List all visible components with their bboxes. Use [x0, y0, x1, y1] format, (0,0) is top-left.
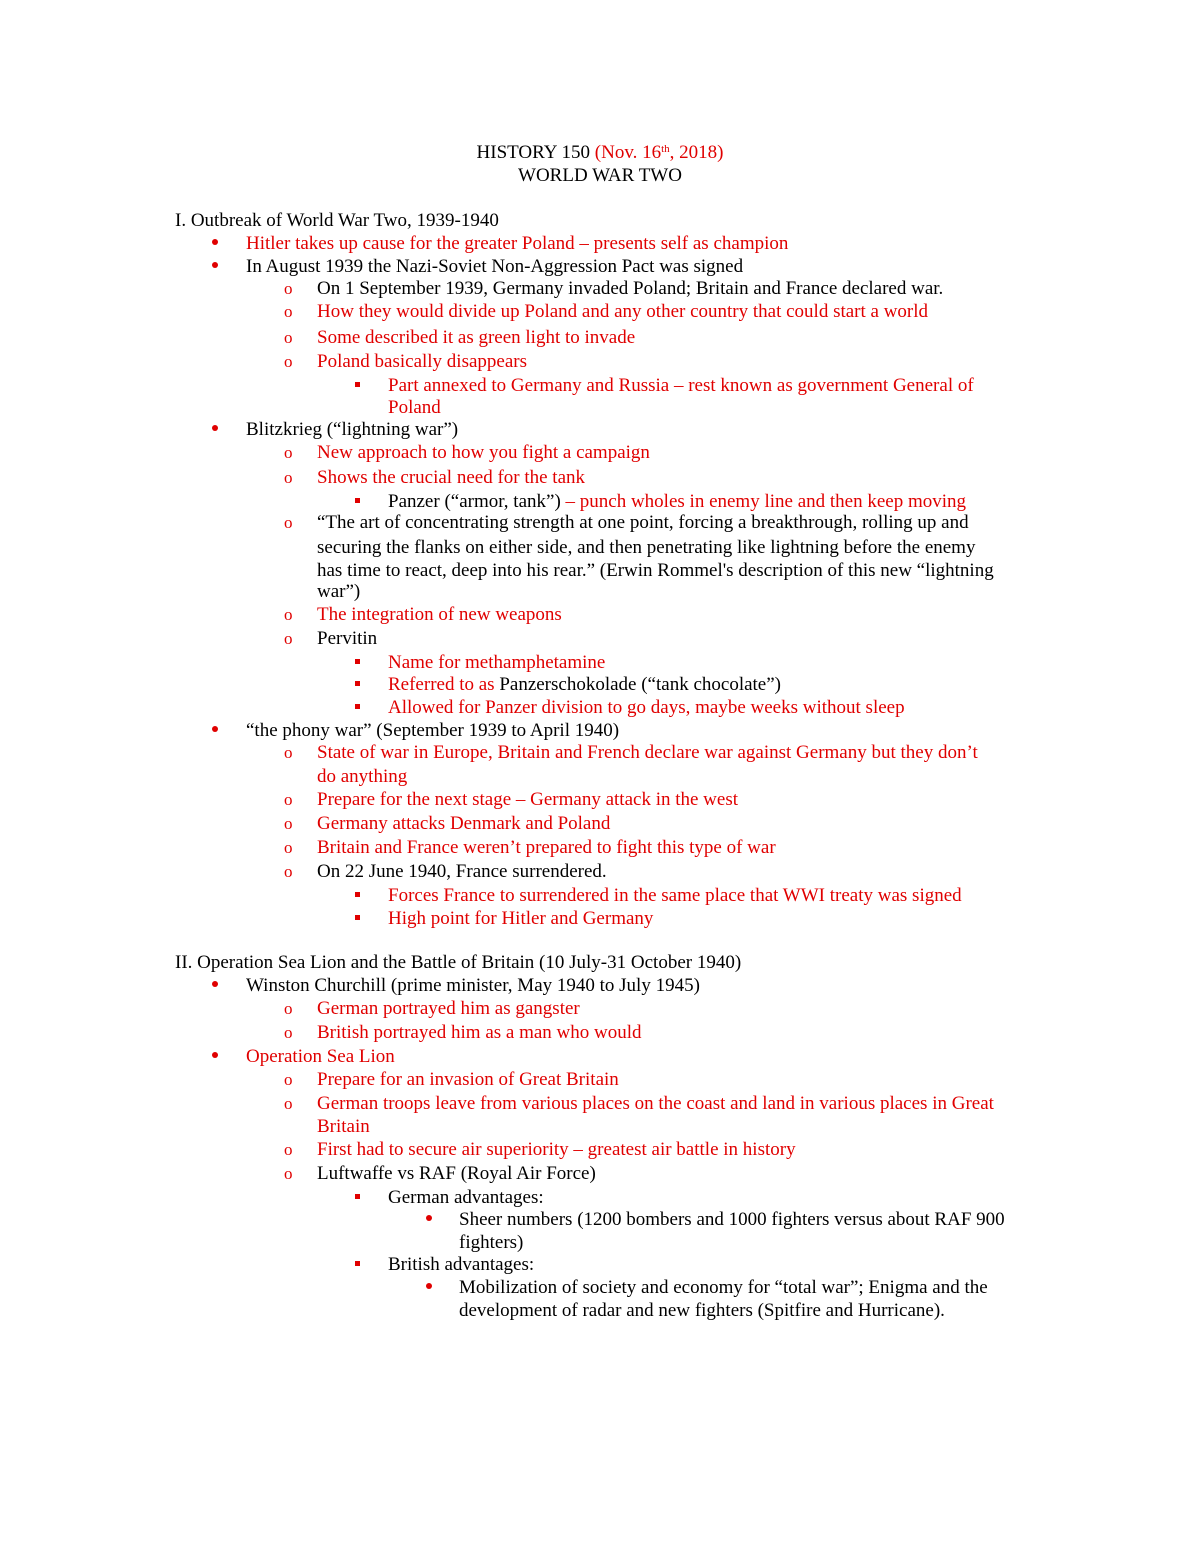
list-item-continued: has time to react, deep into his rear.” (Erwin Rommel's description of this new “lightning: [317, 560, 994, 581]
list-item-continued: Britain: [317, 1116, 370, 1137]
list-item: The integration of new weapons: [317, 604, 562, 625]
list-item: High point for Hitler and Germany: [388, 908, 654, 929]
document-page: HISTORY 150 (Nov. 16th, 2018) WORLD WAR TWO I. Outbreak of World War Two, 1939-1940 Hitler takes up cause for the greater Poland – presents self as champion In August 1939 the Nazi-Soviet Non-Aggression Pact was signed o On 1 September 1939, Germany invaded Poland; Britain and France declared war. o How they would divide up Poland and any other country that could start a world o Some described it as green light to invade o Poland basically disappears Part annexed to Germany and Russia – rest known as government General of Poland Blitzkrieg (“lightning war”) o New approach to how you fight a campaign o Shows the crucial need for the tank Panzer (“armor, tank”) – punch wholes in enemy line and then keep moving o “The art of concentrating strength at one point, forcing a breakthrough, rolling up and securing the flanks on either side, and then penetrating like lightning before the enemy has time to react, deep into his rear.” (Erwin Rommel's description of this new “lightning war”) o The integration of new weapons o Pervitin Name for methamphetamine Referred to as Panzerschokolade (“tank chocolate”) Allowed for Panzer division to go days, maybe weeks without sleep “the phony war” (September 1939 to April 1940) o State of war in Europe, Britain and French declare war against Germany but they don’t do anything o Prepare for the next stage – Germany attack in the west o Germany attacks Denmark and Poland o Britain and France weren’t prepared to fight this type of war o On 22 June 1940, France surrendered. Forces France to surrendered in the same place that WWI treaty was signed High point for Hitler and Germany II. Operation Sea Lion and the Battle of Britain (10 July-31 October 1940) Winston Churchill (prime minister, May 1940 to July 1945) o German portrayed him as gangster o British portrayed him as a man who would Operation Sea Lion o Prepare for an invasion of Great Britain o German troops leave from various places on the coast and land in various places in Great Britain o First had to secure air superiority – greatest air battle in history o Luftwaffe vs RAF (Royal Air Force) German advantages: Sheer numbers (1200 bombers and 1000 fighters versus about RAF 900 fighters) British advantages: Mobilization of society and economy for “total war”; Enigma and the development of radar and new fighters (Spitfire and Hurricane).: [0, 0, 1200, 1553]
list-item: Panzer (“armor, tank”) – punch wholes in enemy line and then keep moving: [388, 491, 967, 512]
list-item: State of war in Europe, Britain and French declare war against Germany but they don’t: [317, 742, 978, 763]
list-item: Prepare for the next stage – Germany attack in the west: [317, 789, 739, 810]
list-item: “the phony war” (September 1939 to April 1940): [246, 720, 620, 741]
list-item-continued: fighters): [459, 1232, 524, 1253]
list-item: British advantages:: [388, 1254, 535, 1275]
list-item: Some described it as green light to invade: [317, 327, 636, 348]
list-item: On 1 September 1939, Germany invaded Poland; Britain and France declared war.: [317, 278, 944, 299]
list-item-continued: war”): [317, 581, 361, 602]
list-item: German portrayed him as gangster: [317, 998, 580, 1019]
section-heading: I. Outbreak of World War Two, 1939-1940: [175, 210, 499, 231]
list-item: Allowed for Panzer division to go days, maybe weeks without sleep: [388, 697, 905, 718]
list-item: On 22 June 1940, France surrendered.: [317, 861, 607, 882]
list-item: “The art of concentrating strength at one point, forcing a breakthrough, rolling up and: [317, 512, 969, 533]
list-item-continued: development of radar and new fighters (Spitfire and Hurricane).: [459, 1300, 945, 1321]
list-item: Blitzkrieg (“lightning war”): [246, 419, 459, 440]
list-item: Shows the crucial need for the tank: [317, 467, 586, 488]
page-subtitle: WORLD WAR TWO: [518, 165, 682, 186]
list-item: Forces France to surrendered in the same place that WWI treaty was signed: [388, 885, 962, 906]
list-item: German advantages:: [388, 1187, 544, 1208]
list-item: Operation Sea Lion: [246, 1046, 395, 1067]
section-heading: II. Operation Sea Lion and the Battle of Britain (10 July-31 October 1940): [175, 952, 742, 973]
list-item: Part annexed to Germany and Russia – rest known as government General of: [388, 375, 974, 396]
list-item: Hitler takes up cause for the greater Poland – presents self as champion: [246, 233, 789, 254]
list-item: Germany attacks Denmark and Poland: [317, 813, 611, 834]
list-item: New approach to how you fight a campaign: [317, 442, 650, 463]
list-item: Winston Churchill (prime minister, May 1940 to July 1945): [246, 975, 700, 996]
list-item: First had to secure air superiority – greatest air battle in history: [317, 1139, 796, 1160]
list-item-continued: do anything: [317, 766, 408, 787]
page-title: [0, 141, 1200, 164]
list-item-continued: Poland: [388, 397, 441, 418]
list-item: In August 1939 the Nazi-Soviet Non-Aggression Pact was signed: [246, 256, 744, 277]
list-item: Referred to as Panzerschokolade (“tank chocolate”): [388, 674, 782, 695]
list-item: Poland basically disappears: [317, 351, 528, 372]
list-item: How they would divide up Poland and any other country that could start a world: [317, 301, 929, 322]
course-title: HISTORY 150: [476, 142, 595, 163]
list-item-continued: securing the flanks on either side, and then penetrating like lightning before the enemy: [317, 537, 976, 558]
list-item: Luftwaffe vs RAF (Royal Air Force): [317, 1163, 596, 1184]
list-item: Pervitin: [317, 628, 378, 649]
list-item: German troops leave from various places on the coast and land in various places in Great: [317, 1093, 994, 1114]
list-item: Britain and France weren’t prepared to fight this type of war: [317, 837, 776, 858]
list-item: British portrayed him as a man who would: [317, 1022, 642, 1043]
list-item: Sheer numbers (1200 bombers and 1000 fighters versus about RAF 900: [459, 1209, 1005, 1230]
list-item: Prepare for an invasion of Great Britain: [317, 1069, 619, 1090]
date-text: (Nov. 16th, 2018): [594, 142, 724, 163]
list-item: Name for methamphetamine: [388, 652, 606, 673]
list-item: Mobilization of society and economy for “total war”; Enigma and the: [459, 1277, 988, 1298]
